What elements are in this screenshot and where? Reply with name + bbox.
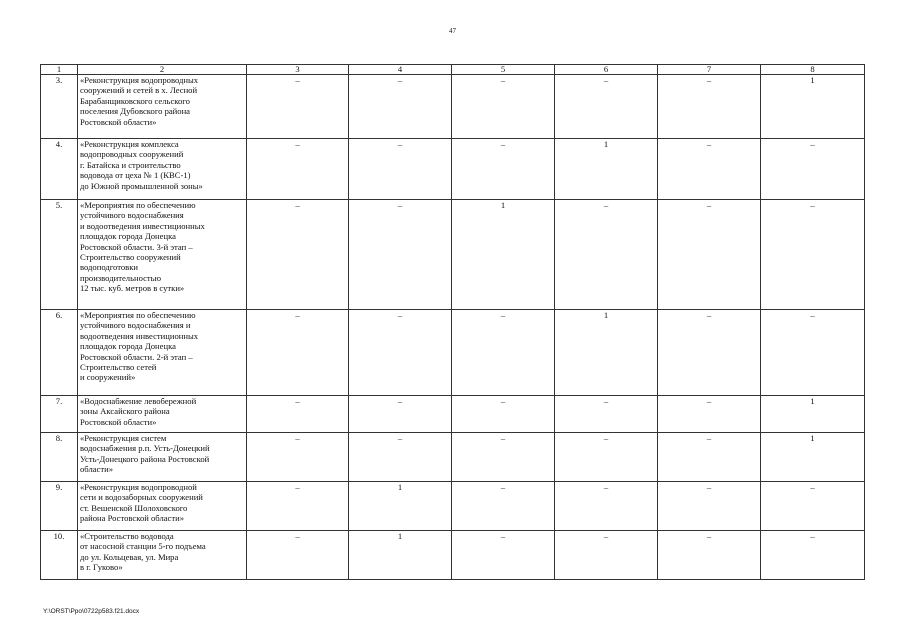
value-cell: 1 — [349, 531, 452, 580]
row-title: «Реконструкция водопроводных сооружений и сетей в х. Лесной Барабанщиковского сельского поселения Дубовского района Ростовской области» — [78, 75, 247, 139]
value-cell: – — [247, 482, 349, 531]
value-cell: 1 — [555, 310, 658, 396]
value-cell: – — [555, 75, 658, 139]
value-cell: – — [658, 531, 761, 580]
row-title: «Реконструкция комплекса водопроводных сооружений г. Батайска и строительство водовода от цеха № 1 (КВС-1) до Южной промышленной зоны» — [78, 139, 247, 200]
value-cell: – — [452, 531, 555, 580]
value-cell: – — [452, 433, 555, 482]
header-cell: 8 — [761, 65, 865, 75]
header-cell: 4 — [349, 65, 452, 75]
row-number: 7. — [41, 396, 78, 433]
value-cell: – — [658, 433, 761, 482]
value-cell: – — [658, 482, 761, 531]
value-cell: 1 — [761, 396, 865, 433]
value-cell: – — [349, 396, 452, 433]
value-cell: – — [555, 433, 658, 482]
value-cell: 1 — [761, 75, 865, 139]
value-cell: – — [452, 75, 555, 139]
value-cell: – — [761, 310, 865, 396]
value-cell: – — [349, 75, 452, 139]
value-cell: – — [452, 139, 555, 200]
row-number: 10. — [41, 531, 78, 580]
value-cell: – — [658, 200, 761, 310]
header-cell: 7 — [658, 65, 761, 75]
value-cell: – — [555, 482, 658, 531]
value-cell: – — [555, 200, 658, 310]
value-cell: – — [247, 396, 349, 433]
header-cell: 2 — [78, 65, 247, 75]
table-row — [41, 75, 865, 139]
row-number: 5. — [41, 200, 78, 310]
page-number: 47 — [449, 27, 456, 35]
header-cell: 5 — [452, 65, 555, 75]
row-number: 9. — [41, 482, 78, 531]
value-cell: – — [247, 433, 349, 482]
table-row — [41, 531, 865, 580]
value-cell: 1 — [452, 200, 555, 310]
value-cell: – — [761, 531, 865, 580]
value-cell: – — [349, 433, 452, 482]
row-number: 8. — [41, 433, 78, 482]
row-title: «Реконструкция водопроводной сети и водозаборных сооружений ст. Вешенской Шолоховского района Ростовской области» — [78, 482, 247, 531]
value-cell: – — [452, 482, 555, 531]
row-title: «Строительство водовода от насосной станции 5-го подъема до ул. Кольцевая, ул. Мира в г. Гуково» — [78, 531, 247, 580]
value-cell: 1 — [349, 482, 452, 531]
table-row — [41, 200, 865, 310]
data-table — [40, 64, 865, 580]
value-cell: – — [247, 139, 349, 200]
value-cell: – — [349, 310, 452, 396]
table-row — [41, 482, 865, 531]
header-cell: 3 — [247, 65, 349, 75]
value-cell: – — [761, 139, 865, 200]
value-cell: – — [452, 396, 555, 433]
value-cell: – — [452, 310, 555, 396]
row-number: 3. — [41, 75, 78, 139]
value-cell: – — [349, 200, 452, 310]
value-cell: – — [658, 75, 761, 139]
value-cell: – — [247, 531, 349, 580]
row-title: «Водоснабжение левобережной зоны Аксайского района Ростовской области» — [78, 396, 247, 433]
table-header-row — [41, 65, 865, 75]
table-row — [41, 310, 865, 396]
table-row — [41, 139, 865, 200]
value-cell: – — [658, 310, 761, 396]
value-cell: 1 — [761, 433, 865, 482]
row-title: «Мероприятия по обеспечению устойчивого водоснабжения и водоотведения инвестиционных площадок города Донецка Ростовской области. 3-й этап – Строительство сооружений водоподготовки производительностью 12 тыс. куб. метров в сутки» — [78, 200, 247, 310]
value-cell: – — [761, 482, 865, 531]
value-cell: – — [555, 396, 658, 433]
value-cell: – — [349, 139, 452, 200]
row-title: «Реконструкция систем водоснабжения р.п. Усть-Донецкий Усть-Донецкого района Ростовской области» — [78, 433, 247, 482]
value-cell: – — [555, 531, 658, 580]
value-cell: – — [658, 139, 761, 200]
row-title: «Мероприятия по обеспечению устойчивого водоснабжения и водоотведения инвестиционных площадок города Донецка Ростовской области. 2-й этап – Строительство сетей и сооружений» — [78, 310, 247, 396]
row-number: 4. — [41, 139, 78, 200]
value-cell: – — [247, 200, 349, 310]
table-row — [41, 396, 865, 433]
value-cell: – — [247, 310, 349, 396]
file-path-footer: Y:\ORST\Ppo\0722p583.f21.docx — [43, 608, 140, 615]
value-cell: 1 — [555, 139, 658, 200]
header-cell: 6 — [555, 65, 658, 75]
table-row — [41, 433, 865, 482]
value-cell: – — [658, 396, 761, 433]
value-cell: – — [761, 200, 865, 310]
header-cell: 1 — [41, 65, 78, 75]
row-number: 6. — [41, 310, 78, 396]
value-cell: – — [247, 75, 349, 139]
